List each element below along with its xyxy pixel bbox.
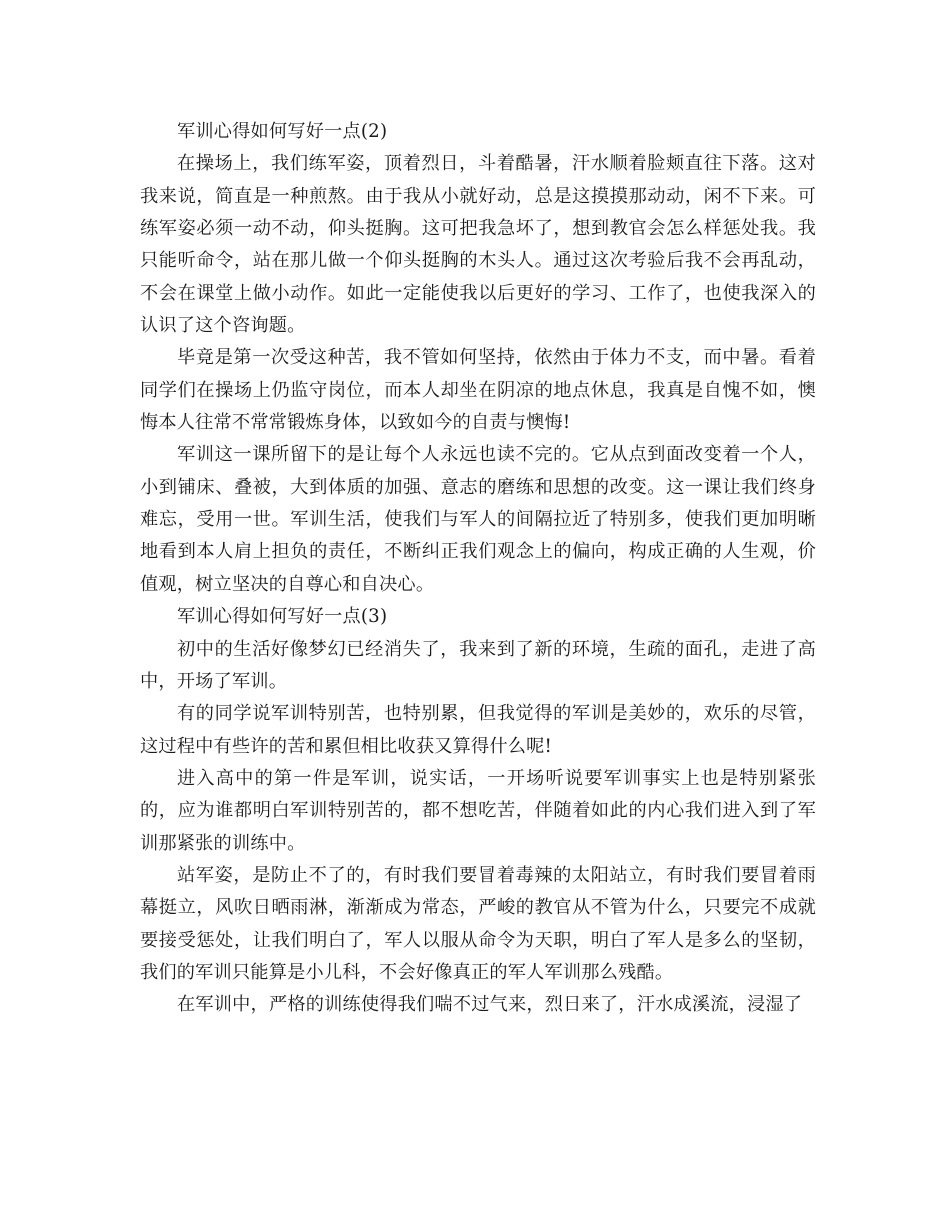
paragraph: 在操场上，我们练军姿，顶着烈日，斗着酷暑，汗水顺着脸颊直往下落。这对我来说，简直是一种煎熬。由于我从小就好动，总是这摸摸那动动，闲不下来。可练军姿必须一动不动，仰头挺胸。这可把我急坏了，想到教官会怎么样惩处我。我只能听命令，站在那儿做一个仰头挺胸的木头人。通过这次考验后我不会再乱动，不会在课堂上做小动作。如此一定能使我以后更好的学习、工作了，也使我深入的认识了这个咨询题。 <box>140 153 816 337</box>
document-body <box>140 116 816 1022</box>
paragraph: 毕竟是第一次受这种苦，我不管如何坚持，依然由于体力不支，而中暑。看着同学们在操场上仍监守岗位，而本人却坐在阴凉的地点休息，我真是自愧不如，懊悔本人往常不常常锻炼身体，以致如今的自责与懊悔! <box>140 347 816 434</box>
paragraph: 军训这一课所留下的是让每个人永远也读不完的。它从点到面改变着一个人，小到铺床、叠被，大到体质的加强、意志的磨练和思想的改变。这一课让我们终身难忘，受用一世。军训生活，使我们与军人的间隔拉近了特别多，使我们更加明晰地看到本人肩上担负的责任，不断纠正我们观念上的偏向，构成正确的人生观，价值观，树立坚决的自尊心和自决心。 <box>140 444 816 595</box>
paragraph: 初中的生活好像梦幻已经消失了，我来到了新的环境，生疏的面孔，走进了高中，开场了军训。 <box>140 638 816 692</box>
section-heading: 军训心得如何写好一点(3) <box>177 606 388 628</box>
paragraph: 在军训中，严格的训练使得我们喘不过气来，烈日来了，汗水成溪流，浸湿了 <box>177 994 803 1016</box>
paragraph: 站军姿，是防止不了的，有时我们要冒着毒辣的太阳站立，有时我们要冒着雨幕挺立，风吹日晒雨淋，渐渐成为常态，严峻的教官从不管为什么，只要完不成就要接受惩处，让我们明白了，军人以服从命令为天职，明白了军人是多么的坚韧，我们的军训只能算是小儿科，不会好像真正的军人军训那么残酷。 <box>140 864 816 983</box>
paragraph: 有的同学说军训特别苦，也特别累，但我觉得的军训是美妙的，欢乐的尽管，这过程中有些许的苦和累但相比收获又算得什么呢! <box>140 703 816 757</box>
section-heading: 军训心得如何写好一点(2) <box>177 121 388 142</box>
paragraph: 进入高中的第一件是军训，说实话，一开场听说要军训事实上也是特别紧张的，应为谁都明白军训特别苦的，都不想吃苦，伴随着如此的内心我们进入到了军训那紧张的训练中。 <box>140 767 816 854</box>
